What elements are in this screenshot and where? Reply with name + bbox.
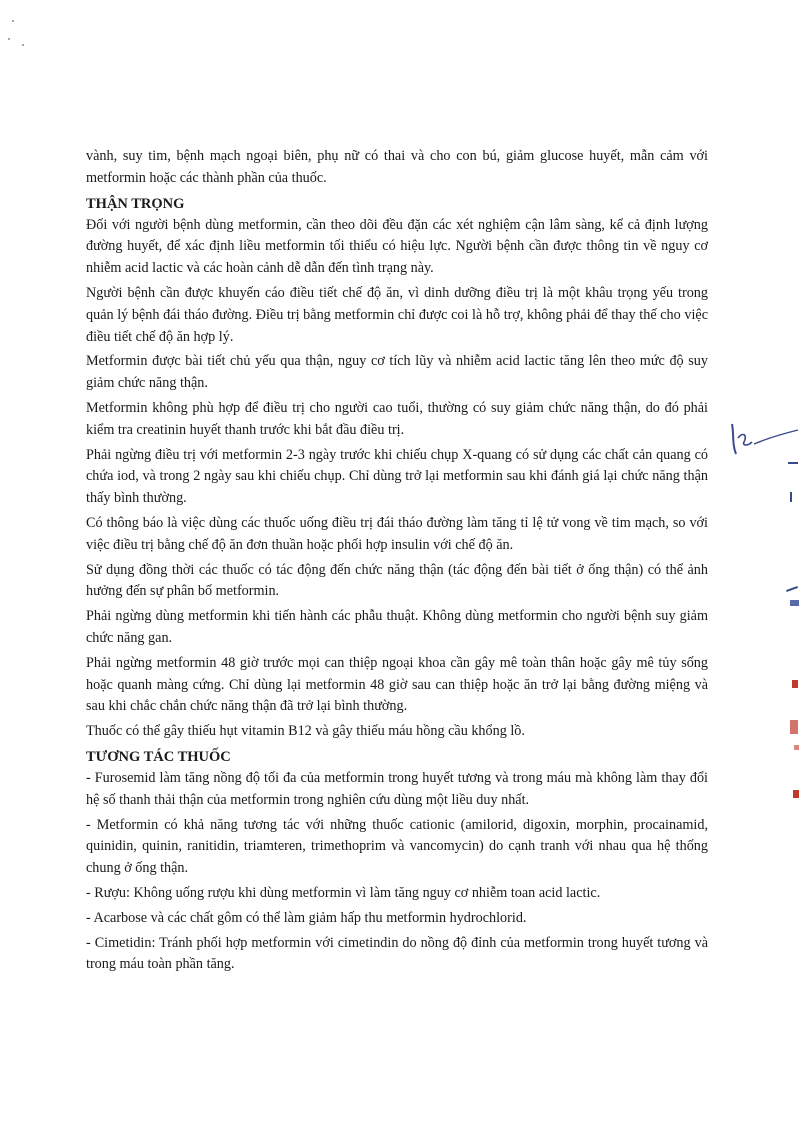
paragraph-than-trong-9: Phải ngừng metformin 48 giờ trước mọi can thiệp ngoại khoa cần gây mê toàn thân hoặc gây mê tủy sống hoặc quanh màng cứng. Chỉ dùng lại metformin 48 giờ sau can thiệp hoặc ăn trở lại bằng đường miệng và sau khi chắc chắn chức năng thận đã trở lại bình thường. — [86, 654, 708, 715]
paragraph-than-trong-6: Có thông báo là việc dùng các thuốc uống điều trị đái tháo đường làm tăng tỉ lệ tử vong về tim mạch, so với việc điều trị bằng chế độ ăn đơn thuần hoặc phối hợp insulin với chế độ ăn. — [86, 514, 708, 553]
paragraph-than-trong-2: Người bệnh cần được khuyến cáo điều tiết chế độ ăn, vì dinh dưỡng điều trị là một khâu trọng yếu trong quản lý bệnh đái tháo đường. Điều trị bằng metformin chỉ được coi là hỗ trợ, không phải để thay thế cho việc điều tiết chế độ ăn hợp lý. — [86, 284, 708, 345]
paragraph-than-trong-10: Thuốc có thể gây thiếu hụt vitamin B12 và gây thiếu máu hồng cầu khổng lồ. — [86, 723, 525, 740]
paragraph-contraindications-continued: vành, suy tim, bệnh mạch ngoại biên, phụ nữ có thai và cho con bú, giảm glucose huyết, mẫn cảm với metformin hoặc các thành phần của thuốc. — [86, 148, 708, 186]
stamp-fragment — [788, 462, 798, 464]
section-title-tuong-tac-thuoc: TƯƠNG TÁC THUỐC — [86, 748, 231, 765]
document-page — [86, 146, 708, 979]
section-title-than-trong: THẬN TRỌNG — [86, 195, 185, 212]
paragraph-tuong-tac-4: - Acarbose và các chất gôm có thể làm giảm hấp thu metformin hydrochlorid. — [86, 909, 527, 926]
stamp-fragment — [790, 492, 800, 502]
stamp-fragment — [790, 600, 799, 606]
red-stamp-fragment — [792, 680, 798, 688]
paragraph-than-trong-8: Phải ngừng dùng metformin khi tiến hành các phẫu thuật. Không dùng metformin cho người bệnh suy giảm chức năng gan. — [86, 608, 708, 646]
margin-signature-mark — [728, 420, 800, 460]
paragraph-tuong-tac-3: - Rượu: Không uống rượu khi dùng metformin vì làm tăng nguy cơ nhiễm toan acid lactic. — [86, 884, 601, 901]
paragraph-tuong-tac-5: - Cimetidin: Tránh phối hợp metformin với cimetindin do nồng độ đỉnh của metformin trong huyết tương và trong máu toàn phần tăng. — [86, 934, 708, 973]
paragraph-tuong-tac-1: - Furosemid làm tăng nồng độ tối đa của metformin trong huyết tương và trong máu mà không làm thay đổi hệ số thanh thải thận của metformin trong nghiên cứu dùng một liều duy nhất. — [86, 769, 708, 808]
red-stamp-fragment — [790, 720, 798, 734]
stamp-fragment — [786, 586, 798, 592]
paragraph-tuong-tac-2: - Metformin có khả năng tương tác với những thuốc cationic (amilorid, digoxin, morphin, procainamid, quinidin, quinin, ranitidin, triamteren, trimethoprim và vancomycin) do cạnh tranh với nhau qua hệ thống chung ở ống thận. — [86, 816, 708, 877]
paragraph-than-trong-3: Metformin được bài tiết chủ yếu qua thận, nguy cơ tích lũy và nhiễm acid lactic tăng lên theo mức độ suy giảm chức năng thận. — [86, 353, 708, 392]
paragraph-than-trong-1: Đối với người bệnh dùng metformin, cần theo dõi đều đặn các xét nghiệm cận lâm sàng, kể cả định lượng đường huyết, để xác định liều metformin tối thiểu có hiệu lực. Người bệnh cần được thông tin về nguy cơ nhiễm acid lactic và các hoàn cảnh dễ dẫn đến tình trạng này. — [86, 216, 708, 277]
paragraph-than-trong-7: Sử dụng đồng thời các thuốc có tác động đến chức năng thận (tác động đến bài tiết ở ống thận) có thể ảnh hưởng đến sự phân bố metformin. — [86, 561, 708, 600]
red-stamp-fragment — [794, 745, 799, 750]
red-stamp-fragment — [793, 790, 799, 798]
paragraph-than-trong-5: Phải ngừng điều trị với metformin 2-3 ngày trước khi chiếu chụp X-quang có sử dụng các chất cản quang có chứa iod, và trong 2 ngày sau khi chiếu chụp. Chỉ dùng trở lại metformin sau khi đánh giá lại chức năng thận thấy bình thường. — [86, 446, 708, 507]
paragraph-than-trong-4: Metformin không phù hợp để điều trị cho người cao tuổi, thường có suy giảm chức năng thận, do đó phải kiểm tra creatinin huyết thanh trước khi bắt đầu điều trị. — [86, 399, 708, 438]
